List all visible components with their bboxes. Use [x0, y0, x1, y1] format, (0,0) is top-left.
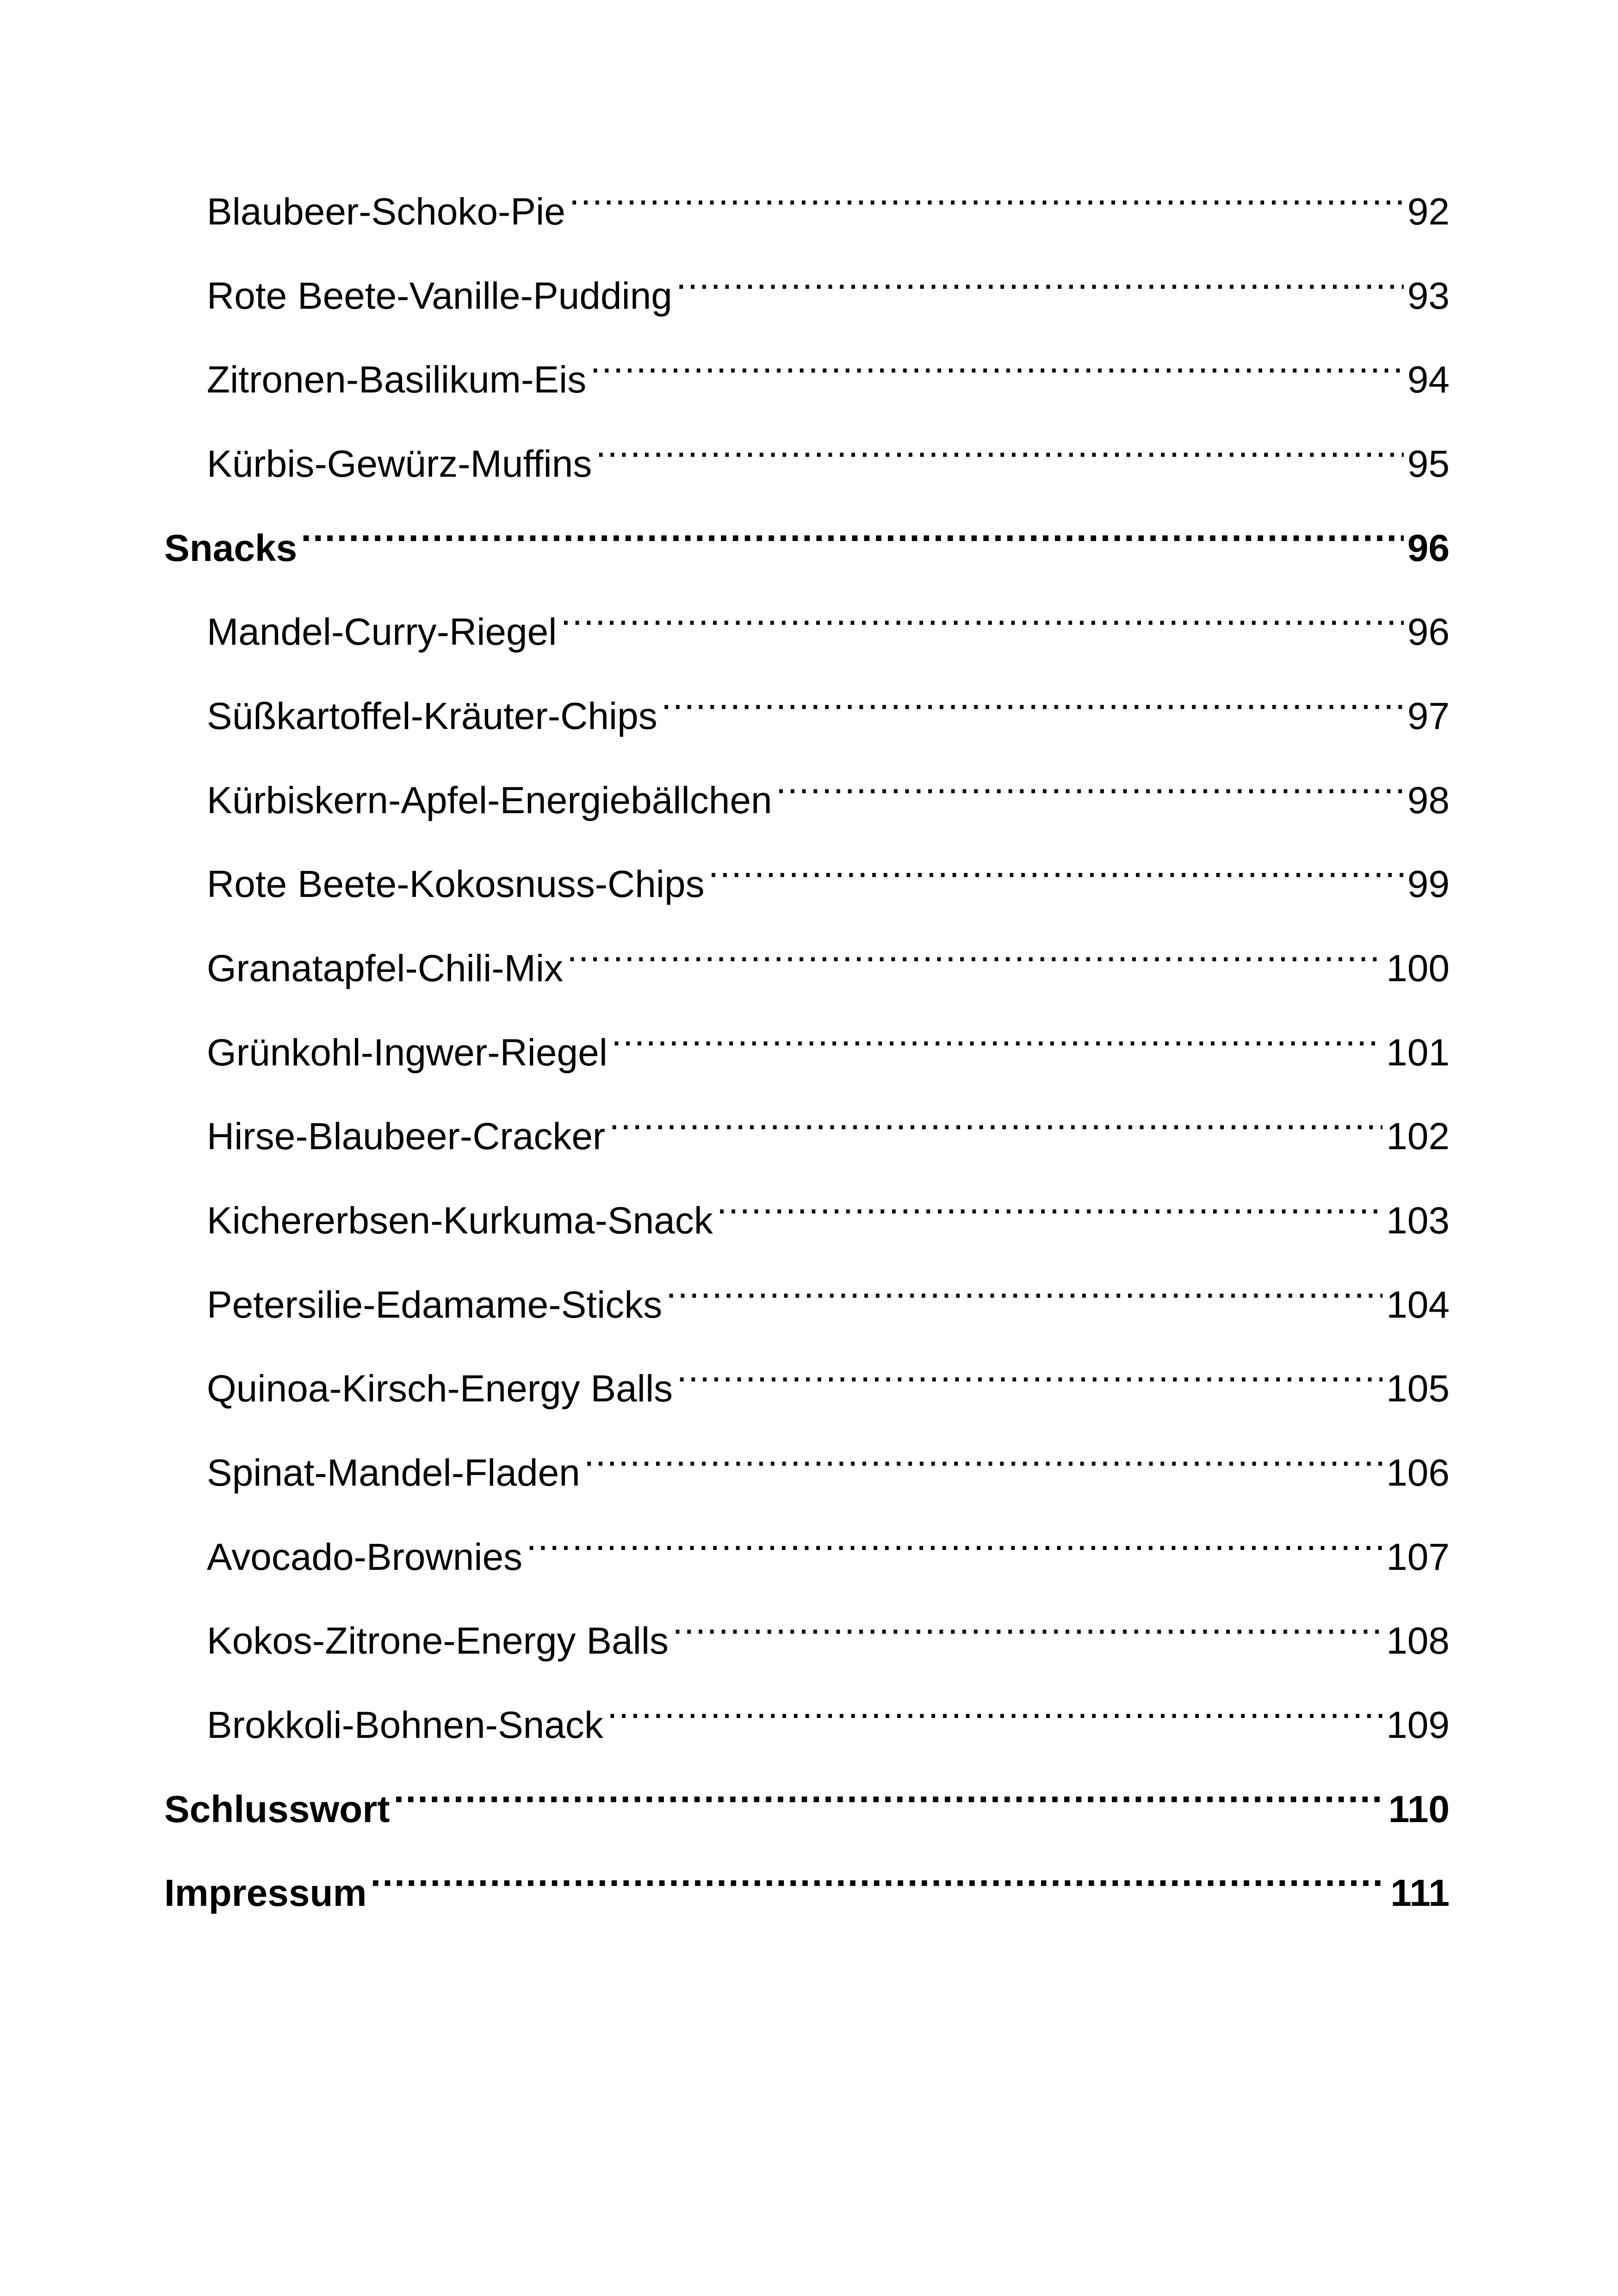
toc-entry[interactable] [207, 1505, 1450, 1578]
toc-entry-page: 92 [1407, 191, 1450, 233]
toc-dot-leader [394, 1757, 1385, 1822]
toc-entry[interactable] [207, 412, 1450, 485]
toc-entry-page: 98 [1407, 779, 1450, 821]
toc-entry-page: 95 [1407, 443, 1450, 485]
toc-entry-title: Zitronen-Basilikum-Eis [207, 359, 587, 401]
toc-dot-leader [661, 664, 1404, 729]
toc-dot-leader [607, 1673, 1382, 1738]
toc-entry[interactable] [207, 1421, 1450, 1494]
toc-chapter-entry[interactable] [164, 496, 1450, 569]
toc-entry[interactable] [207, 244, 1450, 317]
toc-entry[interactable] [207, 1673, 1450, 1746]
toc-entry-page: 102 [1386, 1115, 1450, 1157]
toc-entry[interactable] [207, 1589, 1450, 1662]
toc-entry-title: Rote Beete-Kokosnuss-Chips [207, 863, 705, 905]
toc-entry-title: Hirse-Blaubeer-Cracker [207, 1115, 606, 1157]
toc-entry-title: Petersilie-Edamame-Sticks [207, 1284, 663, 1326]
toc-entry[interactable] [207, 1337, 1450, 1410]
toc-entry-page: 93 [1407, 275, 1450, 317]
toc-entry-title: Süßkartoffel-Kräuter-Chips [207, 695, 657, 737]
toc-entry-page: 104 [1386, 1284, 1450, 1326]
toc-chapter-page: 110 [1388, 1788, 1450, 1830]
toc-entry-page: 105 [1386, 1368, 1450, 1410]
toc-entry[interactable] [207, 832, 1450, 905]
toc-entry-title: Spinat-Mandel-Fladen [207, 1452, 580, 1494]
toc-dot-leader [717, 1169, 1382, 1233]
toc-entry[interactable] [207, 1169, 1450, 1242]
toc-dot-leader [609, 1084, 1382, 1149]
toc-dot-leader [371, 1841, 1387, 1906]
toc-entry[interactable] [207, 1084, 1450, 1157]
toc-dot-leader [666, 1253, 1382, 1318]
toc-entry-title: Blaubeer-Schoko-Pie [207, 191, 565, 233]
toc-chapter-entry[interactable] [164, 1841, 1450, 1914]
toc-dot-leader [569, 160, 1404, 224]
toc-chapter-title: Impressum [164, 1872, 367, 1914]
toc-entry-title: Quinoa-Kirsch-Energy Balls [207, 1368, 673, 1410]
toc-dot-leader [567, 916, 1382, 981]
toc-dot-leader [672, 1589, 1382, 1654]
toc-entry-page: 100 [1386, 947, 1450, 989]
toc-dot-leader [595, 412, 1403, 477]
toc-dot-leader [560, 580, 1403, 645]
toc-entry[interactable] [207, 1253, 1450, 1326]
toc-entry-page: 96 [1407, 611, 1450, 653]
toc-entry-title: Granatapfel-Chili-Mix [207, 947, 564, 989]
toc-entry-title: Avocado-Brownies [207, 1536, 523, 1578]
toc-entry[interactable] [207, 328, 1450, 401]
toc-dot-leader [708, 832, 1404, 897]
toc-chapter-page: 111 [1390, 1872, 1450, 1914]
toc-dot-leader [526, 1505, 1382, 1570]
toc-dot-leader [676, 244, 1404, 309]
toc-entry-page: 107 [1386, 1536, 1450, 1578]
toc-entry[interactable] [207, 1001, 1450, 1074]
toc-chapter-entry[interactable] [164, 1757, 1450, 1830]
toc-dot-leader [776, 748, 1404, 813]
toc-entry-title: Kürbiskern-Apfel-Energiebällchen [207, 779, 772, 821]
toc-entry-title: Rote Beete-Vanille-Pudding [207, 275, 672, 317]
toc-entry-page: 108 [1386, 1620, 1450, 1662]
toc-entry-page: 101 [1386, 1032, 1450, 1074]
toc-entry-page: 106 [1386, 1452, 1450, 1494]
toc-dot-leader [611, 1001, 1382, 1065]
toc-dot-leader [590, 328, 1404, 392]
toc-entry-page: 99 [1407, 863, 1450, 905]
toc-entry-title: Kichererbsen-Kurkuma-Snack [207, 1200, 713, 1242]
toc-chapter-page: 96 [1407, 527, 1450, 569]
toc-chapter-title: Snacks [164, 527, 298, 569]
toc-entry-title: Grünkohl-Ingwer-Riegel [207, 1032, 608, 1074]
toc-entry-title: Brokkoli-Bohnen-Snack [207, 1704, 603, 1746]
toc-entry[interactable] [207, 580, 1450, 653]
toc-dot-leader [301, 496, 1404, 561]
toc-entry[interactable] [207, 748, 1450, 821]
toc-entry-page: 103 [1386, 1200, 1450, 1242]
toc-dot-leader [584, 1421, 1382, 1486]
toc-dot-leader [676, 1337, 1382, 1401]
toc-chapter-title: Schlusswort [164, 1788, 390, 1830]
toc-entry[interactable] [207, 916, 1450, 989]
toc-entry-title: Kokos-Zitrone-Energy Balls [207, 1620, 669, 1662]
toc-entry-page: 109 [1386, 1704, 1450, 1746]
toc-entry[interactable] [207, 664, 1450, 737]
toc-entry-title: Mandel-Curry-Riegel [207, 611, 557, 653]
toc-entry-page: 94 [1407, 359, 1450, 401]
toc-entry[interactable] [207, 160, 1450, 233]
toc-entry-page: 97 [1407, 695, 1450, 737]
toc-entry-title: Kürbis-Gewürz-Muffins [207, 443, 592, 485]
